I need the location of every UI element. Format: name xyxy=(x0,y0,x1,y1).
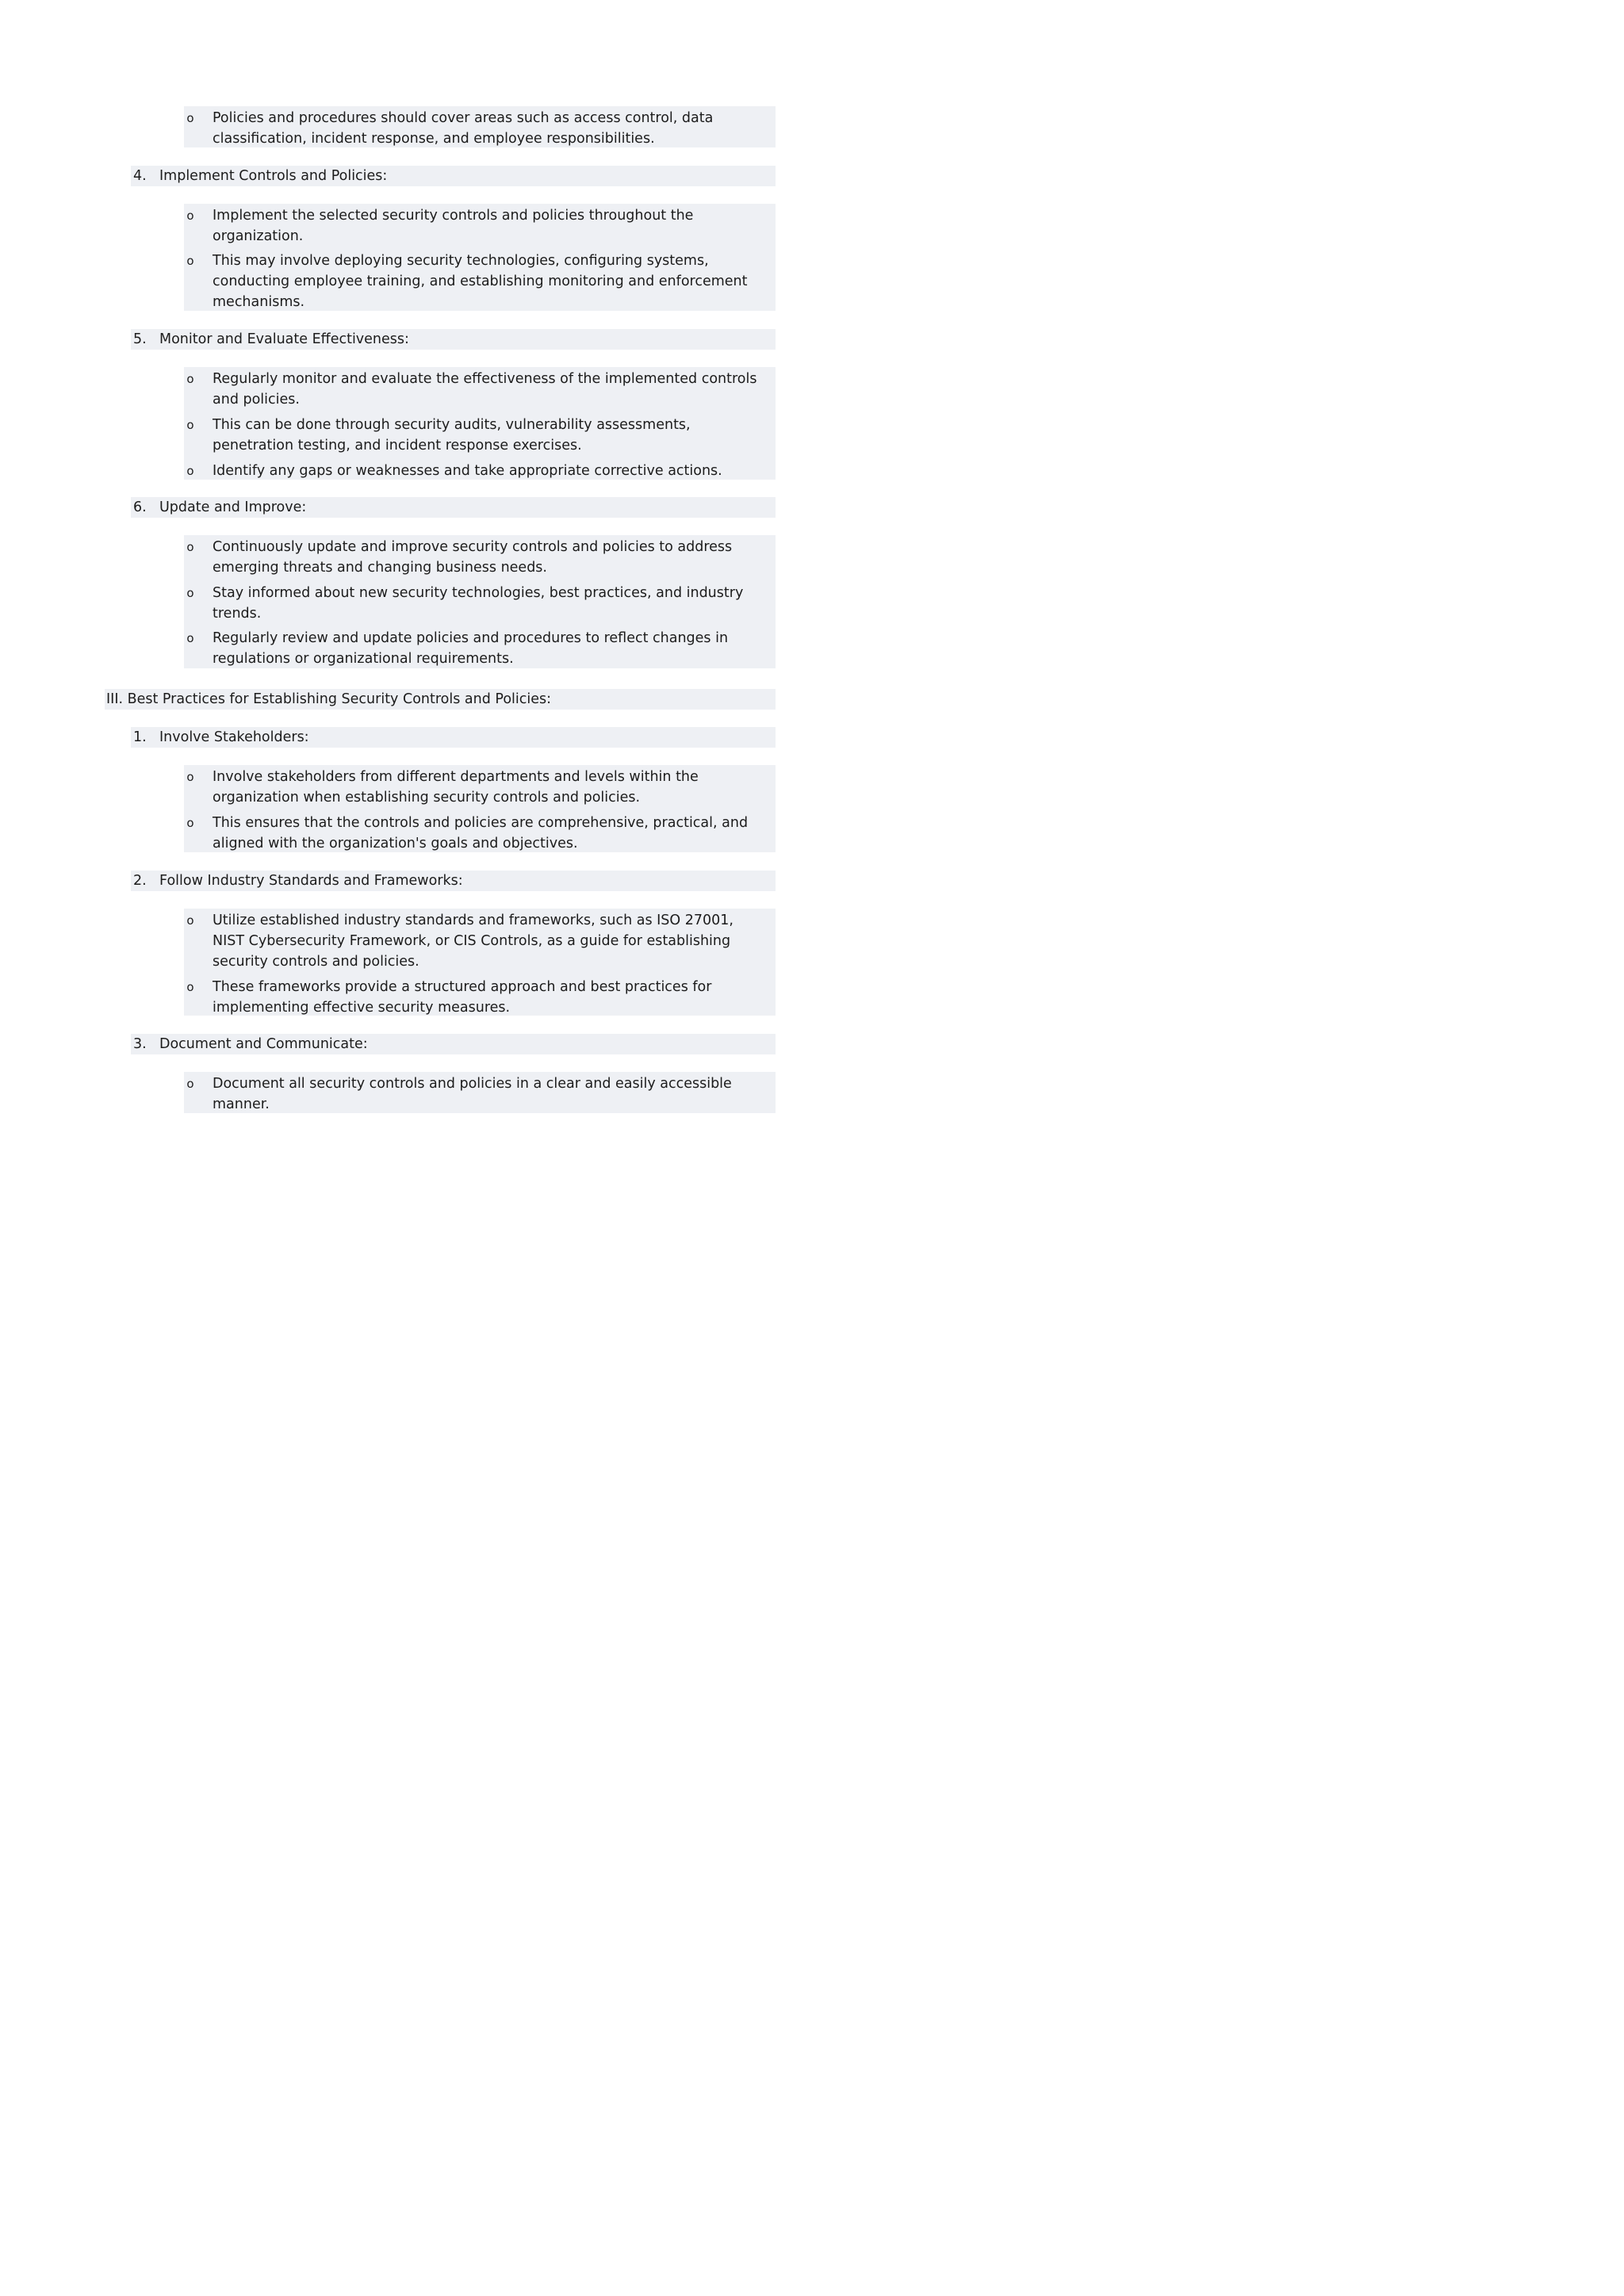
step-5-number: 5. xyxy=(133,331,147,347)
bullet-marker: o xyxy=(186,631,194,645)
bullet-text: Utilize established industry standards and frameworks, such as ISO 27001, NIST Cybersecurity Framework, or CIS Controls, as a guide for establishing security controls and policies. xyxy=(213,913,733,970)
step-6-number: 6. xyxy=(133,499,147,515)
bullet-marker: o xyxy=(186,254,194,268)
bullet-text: Regularly review and update policies and procedures to reflect changes in regulations or organizational requirements. xyxy=(213,630,729,667)
bullet-text: These frameworks provide a structured approach and best practices for implementing effective security measures. xyxy=(213,979,712,1016)
step-4-title: Implement Controls and Policies: xyxy=(159,168,388,184)
bullet-text: Implement the selected security controls and policies throughout the organization. xyxy=(213,208,694,244)
bullet-text: This can be done through security audits, vulnerability assessments, penetration testing, and incident response exercises. xyxy=(213,417,691,453)
bullet-marker: o xyxy=(186,586,194,600)
practice-3-number: 3. xyxy=(133,1036,147,1052)
bullet-text: This may involve deploying security technologies, configuring systems, conducting employee training, and establishing monitoring and enforcement mechanisms. xyxy=(213,253,748,310)
practice-1-title: Involve Stakeholders: xyxy=(159,729,309,745)
bullet-marker: o xyxy=(186,464,194,478)
bullet-text: Stay informed about new security technologies, best practices, and industry trends. xyxy=(213,585,744,622)
practice-2-title: Follow Industry Standards and Frameworks: xyxy=(159,873,463,889)
bullet-text: Identify any gaps or weaknesses and take appropriate corrective actions. xyxy=(213,463,722,479)
practice-3-title: Document and Communicate: xyxy=(159,1036,368,1052)
step-4-number: 4. xyxy=(133,168,147,184)
bullet-marker: o xyxy=(186,1077,194,1091)
bullet-marker: o xyxy=(186,913,194,928)
section-heading: III. Best Practices for Establishing Security Controls and Policies: xyxy=(106,691,552,707)
bullet-marker: o xyxy=(186,816,194,830)
bullet-text: Regularly monitor and evaluate the effectiveness of the implemented controls and policies. xyxy=(213,371,757,408)
bullet-text: Involve stakeholders from different departments and levels within the organization when establishing security controls and policies. xyxy=(213,769,699,806)
bullet-text: Policies and procedures should cover areas such as access control, data classification, incident response, and employee responsibilities. xyxy=(213,110,714,147)
document-page xyxy=(0,0,872,1233)
bullet-marker: o xyxy=(186,770,194,784)
bullet-marker: o xyxy=(186,111,194,125)
bullet-marker: o xyxy=(186,540,194,554)
practice-2-number: 2. xyxy=(133,873,147,889)
step-6-title: Update and Improve: xyxy=(159,499,307,515)
bullet-text: Continuously update and improve security controls and policies to address emerging threats and changing business needs. xyxy=(213,539,733,576)
practice-1-number: 1. xyxy=(133,729,147,745)
step-5-title: Monitor and Evaluate Effectiveness: xyxy=(159,331,409,347)
bullet-marker: o xyxy=(186,209,194,223)
bullet-marker: o xyxy=(186,980,194,994)
bullet-text: This ensures that the controls and policies are comprehensive, practical, and aligned with the organization's goals and objectives. xyxy=(213,815,749,851)
bullet-text: Document all security controls and policies in a clear and easily accessible manner. xyxy=(213,1076,732,1112)
bullet-marker: o xyxy=(186,418,194,432)
bullet-marker: o xyxy=(186,372,194,386)
